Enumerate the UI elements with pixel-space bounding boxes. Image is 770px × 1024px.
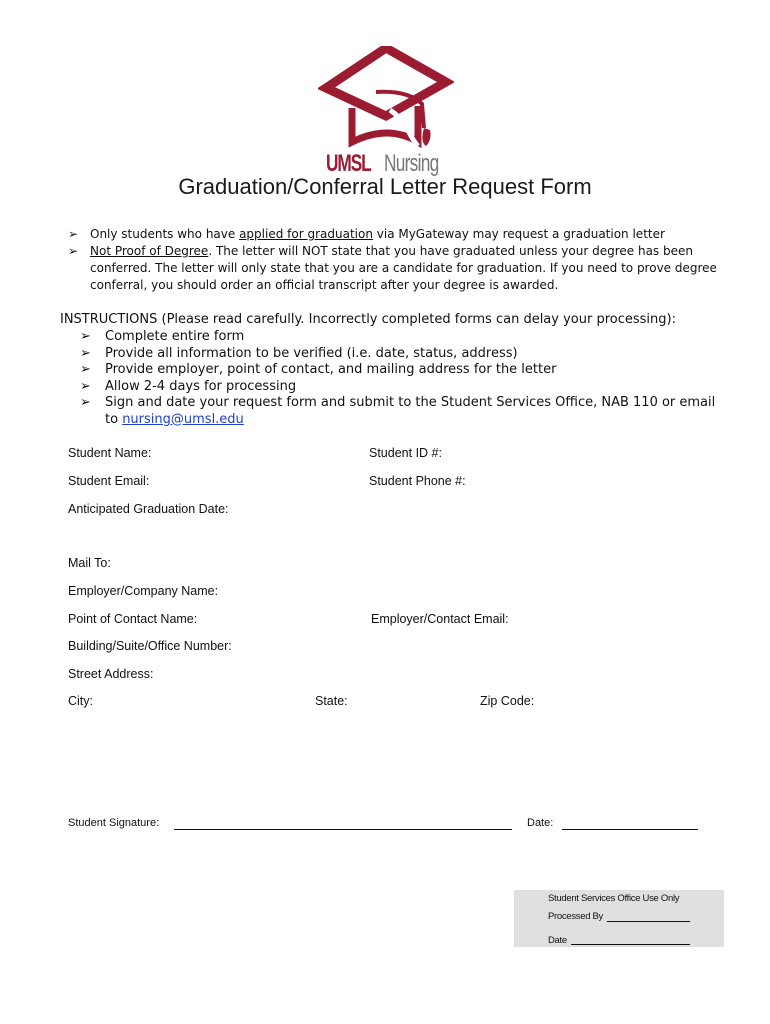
instructions-heading: INSTRUCTIONS (Please read carefully. Incorrectly completed forms can delay your processing): (60, 312, 676, 327)
office-date-line[interactable] (571, 944, 690, 945)
signature-date-line[interactable] (562, 829, 698, 830)
zip-label: Zip Code: (480, 694, 535, 708)
arrow-bullet-icon: ➢ (68, 244, 79, 258)
signature-label: Student Signature: (68, 817, 160, 829)
city-label: City: (68, 694, 93, 708)
umsl-nursing-logo (318, 46, 454, 176)
grad-date-label: Anticipated Graduation Date: (68, 502, 229, 516)
employer-label: Employer/Company Name: (68, 584, 219, 598)
contact-email-label: Employer/Contact Email: (371, 612, 509, 626)
student-email-label: Student Email: (68, 474, 150, 488)
signature-line[interactable] (174, 829, 512, 830)
list-item: ➢ Complete entire form (80, 329, 245, 344)
graduation-cap-icon (318, 46, 454, 156)
list-item: ➢ Not Proof of Degree. The letter will NOT state that you have graduated unless your degree has been conferred. The letter will only state that you are a candidate for graduation. If you need to prove degree conferral, you should order an official transcript after your degree is awarded. (68, 244, 717, 292)
logo-nursing-text: Nursing (384, 150, 439, 177)
street-label: Street Address: (68, 667, 154, 681)
list-item: ➢ Allow 2-4 days for processing (80, 378, 297, 394)
student-name-label: Student Name: (68, 446, 152, 460)
list-item: ➢ Provide all information to be verified (i.e. date, status, address) (80, 345, 518, 361)
mail-to-label: Mail To: (68, 556, 111, 570)
instructions-list (80, 329, 720, 428)
list-item: ➢ Only students who have applied for graduation via MyGateway may request a graduation letter (68, 227, 665, 241)
arrow-bullet-icon: ➢ (80, 345, 91, 361)
student-phone-label: Student Phone #: (369, 474, 466, 488)
building-label: Building/Suite/Office Number: (68, 639, 232, 653)
applied-for-graduation-text: applied for graduation (239, 227, 373, 241)
arrow-bullet-icon: ➢ (80, 395, 91, 410)
arrow-bullet-icon: ➢ (68, 227, 79, 241)
logo-umsl-text: UMSL (326, 150, 371, 177)
office-date-label: Date (548, 935, 567, 946)
office-use-box (514, 890, 724, 947)
contact-name-label: Point of Contact Name: (68, 612, 198, 626)
arrow-bullet-icon: ➢ (80, 378, 91, 394)
arrow-bullet-icon: ➢ (80, 329, 91, 344)
notes-list (68, 226, 718, 294)
list-item: ➢ Sign and date your request form and submit to the Student Services Office, NAB 110 or email to nursing@umsl.edu (80, 395, 716, 427)
list-item: ➢ Provide employer, point of contact, and mailing address for the letter (80, 362, 557, 377)
processed-by-label: Processed By (548, 911, 604, 922)
arrow-bullet-icon: ➢ (80, 362, 91, 377)
state-label: State: (315, 694, 348, 708)
office-use-title: Student Services Office Use Only (548, 893, 680, 904)
processed-by-line[interactable] (607, 921, 690, 922)
signature-date-label: Date: (527, 817, 554, 829)
email-link[interactable]: nursing@umsl.edu (122, 411, 244, 427)
student-id-label: Student ID #: (369, 446, 442, 460)
page-title: Graduation/Conferral Letter Request Form (178, 174, 592, 199)
not-proof-of-degree-text: Not Proof of Degree (90, 244, 209, 258)
